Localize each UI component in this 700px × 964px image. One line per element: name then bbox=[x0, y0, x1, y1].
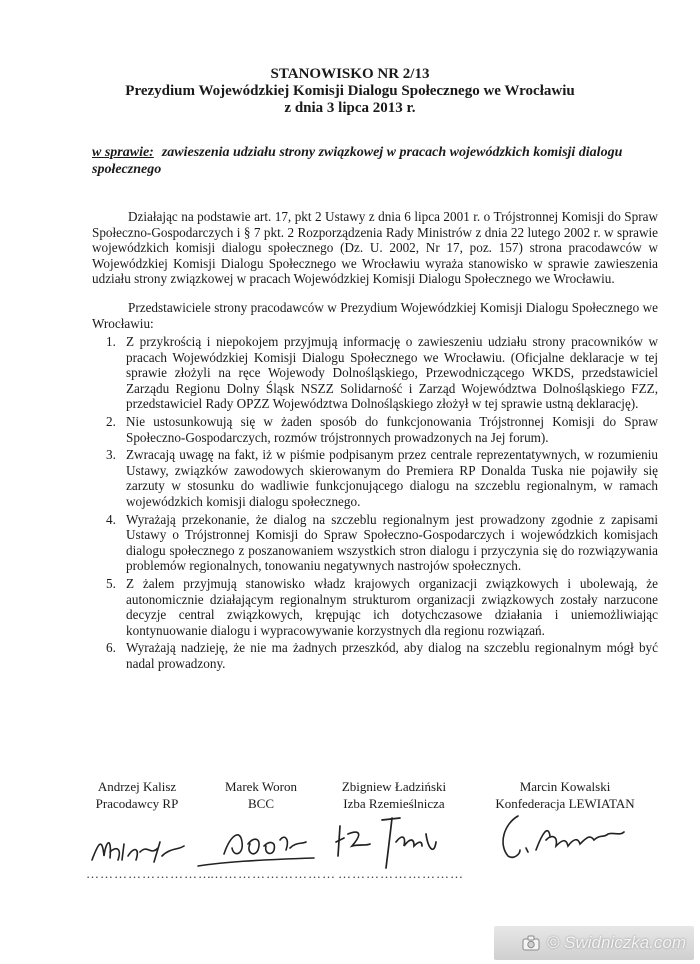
document-date: z dnia 3 lipca 2013 r. bbox=[284, 100, 416, 116]
signatory-ladzinski bbox=[324, 778, 464, 812]
subject-text: zawieszenia udziału strony związkowej w pracach wojewódzkich komisji dialogu społecznego bbox=[92, 145, 623, 177]
signatory-kowalski bbox=[470, 778, 660, 812]
signatory-org: BCC bbox=[247, 796, 274, 811]
watermark-text: © Swidniczka.com bbox=[546, 933, 686, 952]
list-item-text: Wyrażają nadzieję, że nie ma żadnych przeszkód, aby dialog na szczeblu regionalnym mógł być nadal prowadzony. bbox=[126, 640, 658, 671]
list-item-text: Z żalem przyjmują stanowisko władz krajowych organizacji związkowych i ubolewają, że autonomicznie działającym regionalnym strukturom organizacji związkowych zostały narzucone decyzje central związkowych, krępując ich dotychczasowe działania i uniemożliwiając kontynuowanie dialogu i wypracowywanie korzystnych dla regionu rozwiązań. bbox=[126, 575, 658, 638]
list-item-number: 4. bbox=[106, 511, 116, 527]
list-item bbox=[92, 576, 658, 638]
signatory-kalisz bbox=[82, 778, 192, 812]
intro-paragraph: Działając na podstawie art. 17, pkt 2 Ustawy z dnia 6 lipca 2001 r. o Trójstronnej Komisji do Spraw Społeczno-Gospodarczych i § 7 pkt. 2 Rozporządzenia Rady Ministrów z dnia 22 lutego 2002 r. w sprawie wojewódzkich komisji dialogu społecznego (Dz. U. 2002, Nr 17, poz. 157) strona pracodawców w Wojewódzkiej Komisji Dialogu Społecznego we Wrocławiu wyraża stanowisko w sprawie zawieszenia udziału strony związkowej w pracach Wojewódzkiej Komisji Dialogu Społecznego we Wrocławiu. bbox=[92, 209, 658, 287]
signatory-name: Marek Woron bbox=[224, 779, 297, 794]
signatory-org: Izba Rzemieślnicza bbox=[343, 796, 445, 811]
points-list bbox=[92, 334, 658, 673]
signatory-org: Pracodawcy RP bbox=[95, 796, 179, 811]
list-item bbox=[92, 334, 658, 412]
list-item bbox=[92, 447, 658, 509]
camera-icon bbox=[521, 933, 541, 953]
document-title: STANOWISKO NR 2/13 bbox=[270, 66, 430, 82]
signature-line-woron: ……………………… bbox=[210, 866, 336, 881]
lead-paragraph: Przedstawiciele strony pracodawców w Prezydium Wojewódzkiej Komisji Dialogu Społecznego we Wrocławiu: bbox=[92, 300, 658, 331]
list-item-number: 6. bbox=[106, 640, 116, 656]
signatory-woron bbox=[206, 778, 316, 812]
signatory-org: Konfederacja LEWIATAN bbox=[495, 796, 635, 811]
list-item bbox=[92, 640, 658, 671]
list-item-text: Zwracają uwagę na fakt, iż w piśmie podpisanym przez centrale reprezentatywnych, w rozumieniu Ustawy, związków zawodowych skierowanym do Premiera RP Donalda Tuska nie pojawiły się zarzuty w stosunku do wadliwie funkcjonującego dialogu na szczeblu regionalnym, w ramach wojewódzkich komisji dialogu społecznego. bbox=[126, 447, 658, 509]
signature-line-ladzinski: ……………………… bbox=[338, 866, 464, 881]
list-item-text: Wyrażają przekonanie, że dialog na szczeblu regionalnym jest prowadzony zgodnie z zapisami Ustawy o Trójstronnej Komisji do Spraw Społeczno-Gospodarczych i wojewódzkich komisjach dialogu społecznego z poszanowaniem wszystkich stron dialogu i przyczynia się do rozwiązywania problemów regionalnych, tonowaniu negatywnych nastrojów społecznych. bbox=[126, 511, 658, 574]
list-item-number: 3. bbox=[106, 447, 116, 463]
signatory-name: Andrzej Kalisz bbox=[97, 779, 177, 794]
document-subtitle: Prezydium Wojewódzkiej Komisji Dialogu Społecznego we Wrocławiu bbox=[125, 83, 575, 99]
list-item-number: 5. bbox=[106, 575, 116, 591]
signature-kowalski bbox=[496, 810, 636, 866]
list-item bbox=[92, 512, 658, 574]
signature-ladzinski bbox=[330, 812, 470, 874]
signatory-name: Zbigniew Ładziński bbox=[341, 779, 447, 794]
watermark bbox=[494, 926, 694, 960]
list-item bbox=[92, 414, 658, 445]
list-item-text: Nie ustosunkowują się w żaden sposób do funkcjonowania Trójstronnej Komisji do Spraw Społeczno-Gospodarczych, rozmów trójstronnych prowadzonych na Jej forum). bbox=[126, 413, 658, 445]
list-item-number: 2. bbox=[106, 413, 116, 429]
list-item-text: Z przykrością i niepokojem przyjmują informację o zawieszeniu udziału strony pracowników w pracach Wojewódzkiej Komisji Dialogu Społecznego we Wrocławiu. (Oficjalne deklaracje w tej sprawie złożyli na ręce Wojewody Dolnośląskiego, Przewodniczącego WKDS, przedstawiciel Zarządu Regionu Dolny Śląsk NSZZ Solidarność i Zarząd Województwa Dolnośląskiego FZZ, przedstawiciel Rady OPZZ Województwa Dolnośląskiego złożył w tej sprawie ustną deklarację). bbox=[126, 334, 658, 412]
signatory-name: Marcin Kowalski bbox=[519, 779, 611, 794]
subject-block bbox=[92, 144, 652, 178]
list-item-number: 1. bbox=[106, 334, 116, 349]
signature-line-kalisz: ……………………… bbox=[86, 866, 212, 881]
subject-label: w sprawie: bbox=[92, 145, 154, 160]
